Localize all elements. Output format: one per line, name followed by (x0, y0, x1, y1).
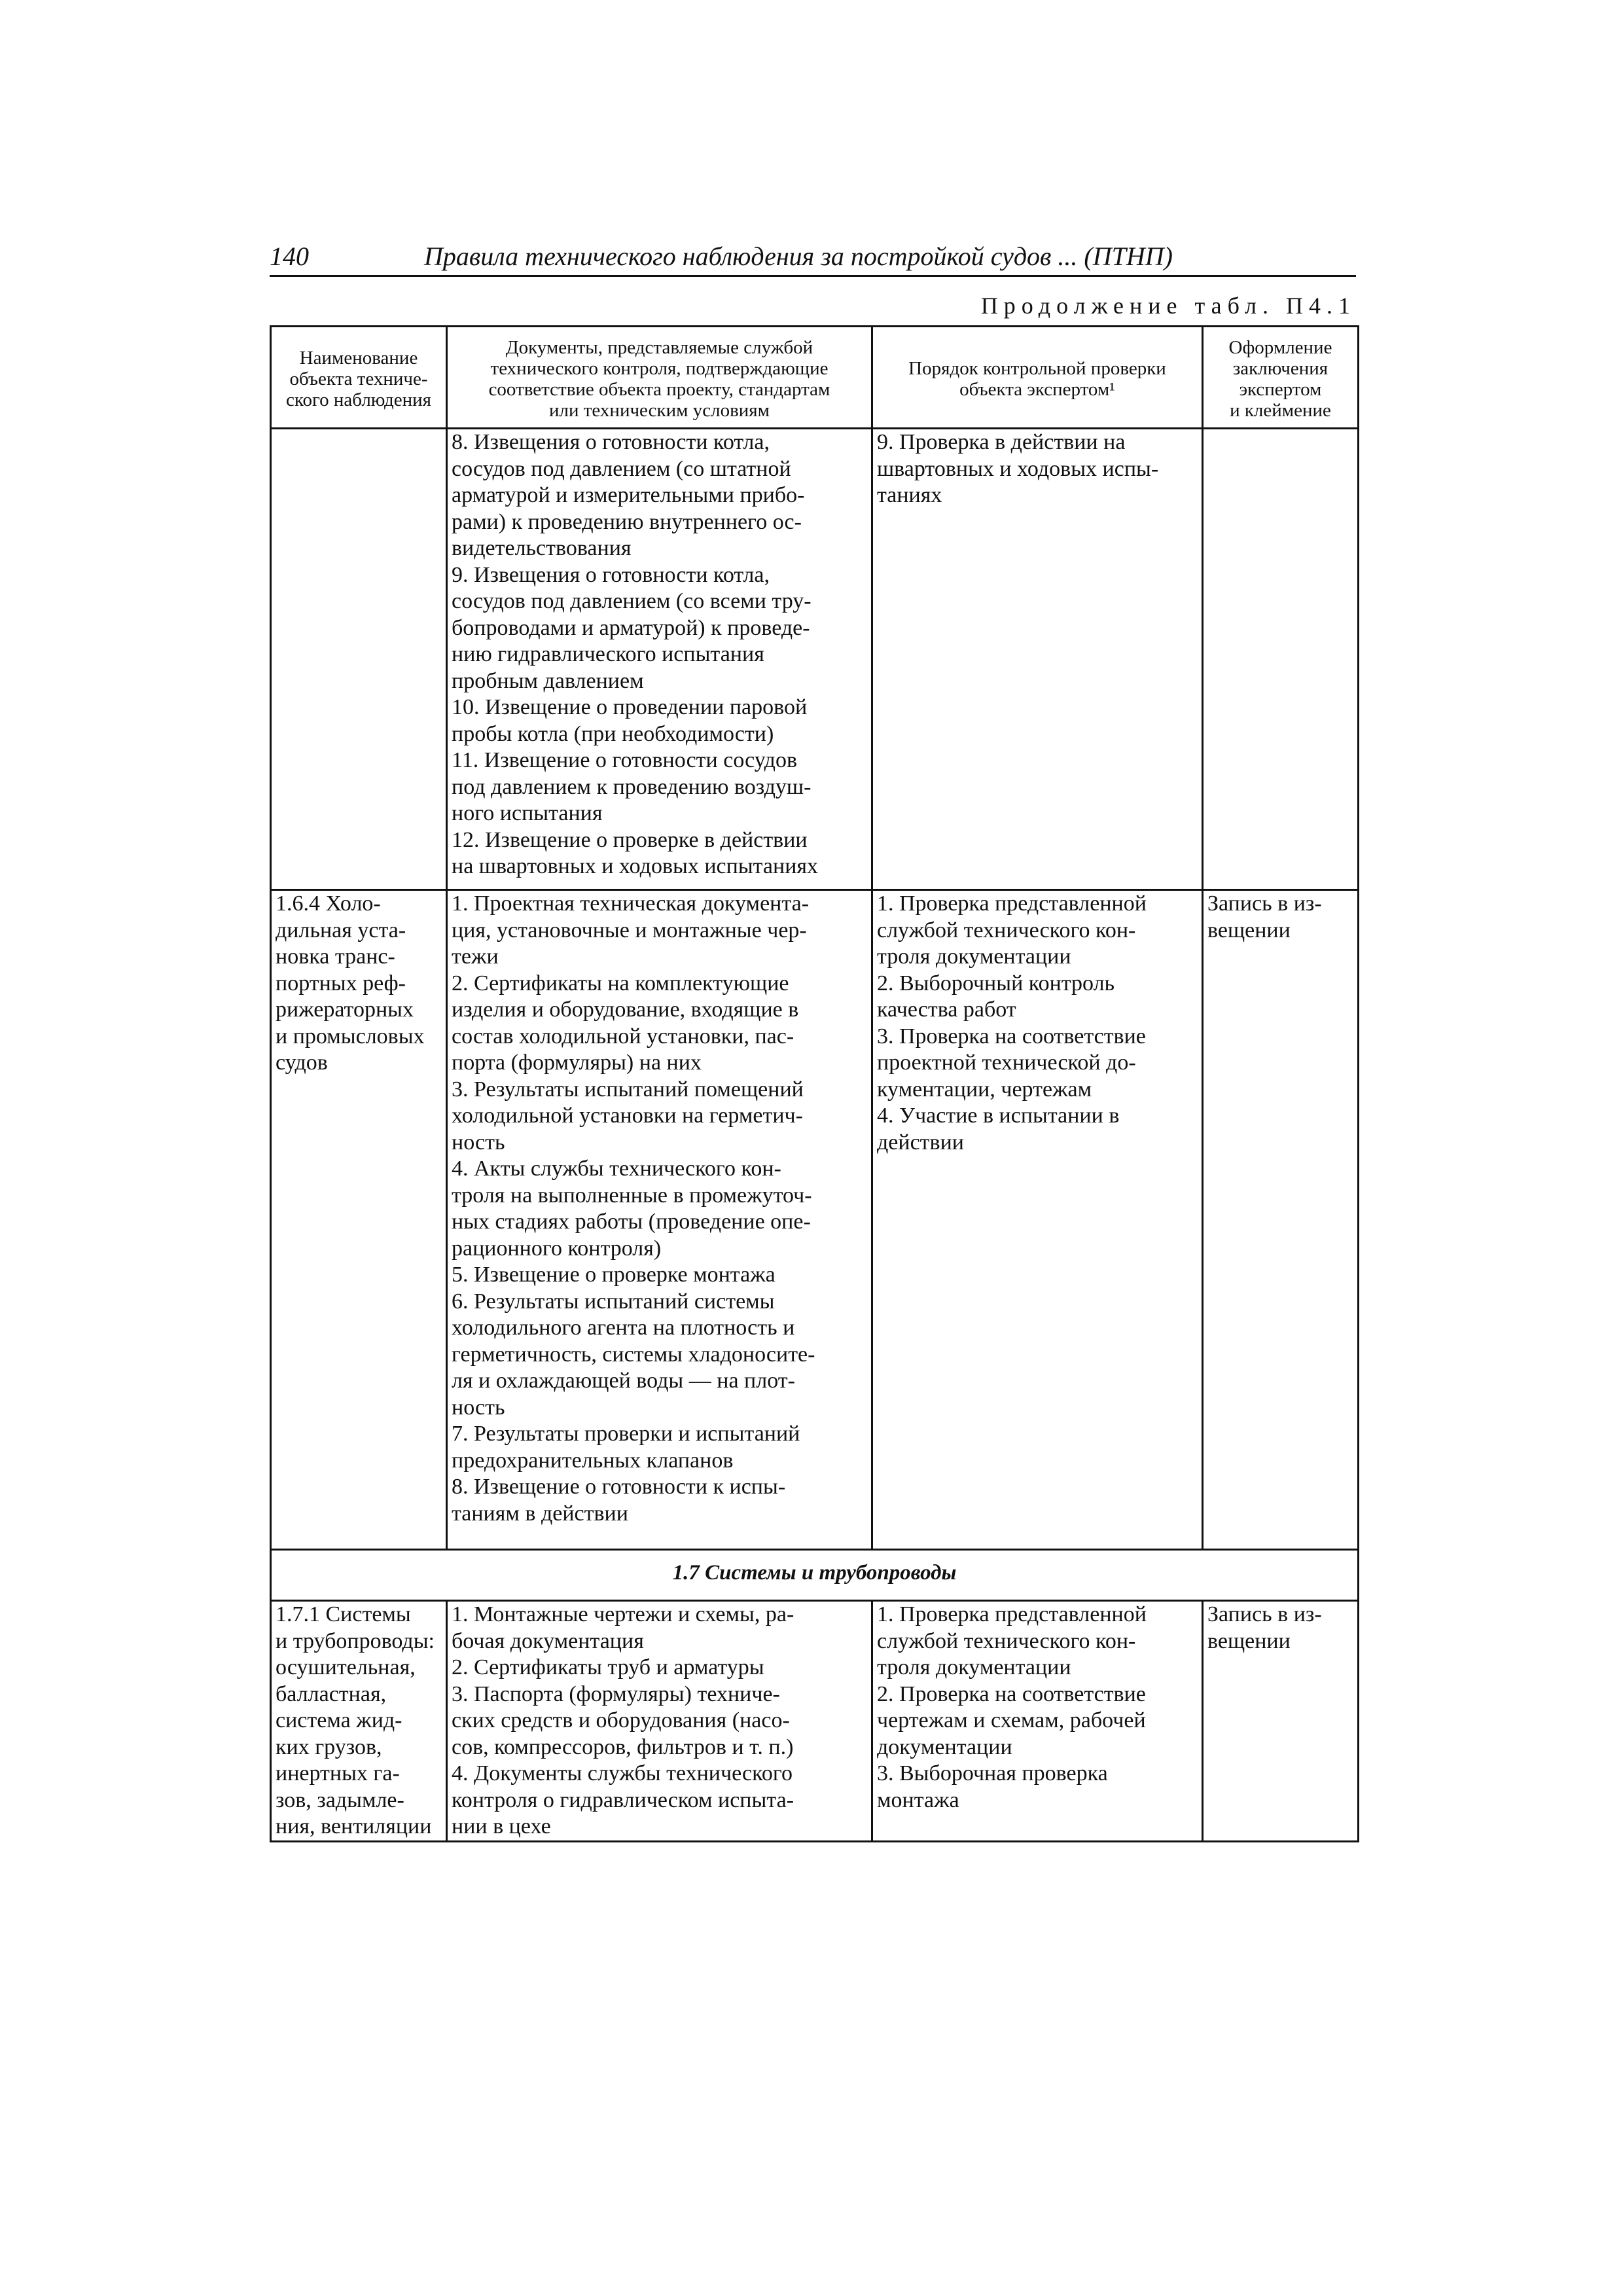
page-header (270, 237, 1356, 277)
cell-object: 1.7.1 Системы и трубопроводы: осушительная, балластная, система жид- ких грузов, инертных га- зов, задымле- ния, вентиляции (271, 1601, 447, 1842)
inspection-table (270, 325, 1359, 1842)
column-header-object: Наименование объекта техниче- ского наблюдения (271, 327, 447, 429)
cell-documents: 1. Проектная техническая документа- ция, установочные и монтажные чер- тежи 2. Сертификаты на комплектующие изделия и оборудование, входящие в состав холодильной установки, пас- порта (формуляры) на них 3. Результаты испытаний помещений холодильной установки на герметич- ность 4. Акты службы технического кон- троля на выполненные в промежуточ- ных стадиях работы (проведение опе- рационного контроля) 5. Извещение о проверке монтажа 6. Результаты испытаний системы холодильного агента на плотность и герметичность, системы хладоносите- ля и охлаждающей воды — на плот- ность 7. Результаты проверки и испытаний предохранительных клапанов 8. Извещение о готовности к испы- таниям в действии (447, 890, 872, 1550)
cell-procedure: 9. Проверка в действии на швартовных и ходовых испы- таниях (872, 429, 1203, 890)
section-title: 1.7 Системы и трубопроводы (271, 1550, 1359, 1601)
cell-procedure: 1. Проверка представленной службой технического кон- троля документации 2. Проверка на соответствие чертежам и схемам, рабочей документации 3. Выборочная проверка монтажа (872, 1601, 1203, 1842)
column-header-documents: Документы, представляемые службой технического контроля, подтверждающие соответствие объекта проекту, стандартам или техническим условиям (447, 327, 872, 429)
cell-record (1203, 429, 1359, 890)
cell-record: Запись в из- вещении (1203, 1601, 1359, 1842)
column-header-record: Оформление заключения экспертом и клеймение (1203, 327, 1359, 429)
table-row (271, 429, 1359, 890)
page-number: 140 (270, 242, 309, 271)
cell-record: Запись в из- вещении (1203, 890, 1359, 1550)
column-header-procedure: Порядок контрольной проверки объекта экспертом¹ (872, 327, 1203, 429)
cell-documents: 8. Извещения о готовности котла, сосудов под давлением (со штатной арматурой и измерительными прибо- рами) к проведению внутреннего ос- видетельствования 9. Извещения о готовности котла, сосудов под давлением (со всеми тру- бопроводами и арматурой) к проведе- нию гидравлического испытания пробным давлением 10. Извещение о проведении паровой пробы котла (при необходимости) 11. Извещение о готовности сосудов под давлением к проведению воздуш- ного испытания 12. Извещение о проверке в действии на швартовных и ходовых испытаниях (447, 429, 872, 890)
section-heading-row (271, 1550, 1359, 1601)
table-row (271, 890, 1359, 1550)
table-continuation-label: Продолжение табл. П4.1 (980, 293, 1356, 319)
cell-object: 1.6.4 Холо- дильная уста- новка транс- портных реф- рижераторных и промысловых судов (271, 890, 447, 1550)
table-header-row (271, 327, 1359, 429)
cell-object (271, 429, 447, 890)
cell-procedure: 1. Проверка представленной службой технического кон- троля документации 2. Выборочный контроль качества работ 3. Проверка на соответствие проектной технической до- кументации, чертежам 4. Участие в испытании в действии (872, 890, 1203, 1550)
table-row (271, 1601, 1359, 1842)
cell-documents: 1. Монтажные чертежи и схемы, ра- бочая документация 2. Сертификаты труб и арматуры 3. Паспорта (формуляры) техниче- ских средств и оборудования (насо- сов, компрессоров, фильтров и т. п.) 4. Документы службы технического контроля о гидравлическом испыта- нии в цехе (447, 1601, 872, 1842)
running-title: Правила технического наблюдения за постройкой судов ... (ПТНП) (424, 242, 1173, 271)
